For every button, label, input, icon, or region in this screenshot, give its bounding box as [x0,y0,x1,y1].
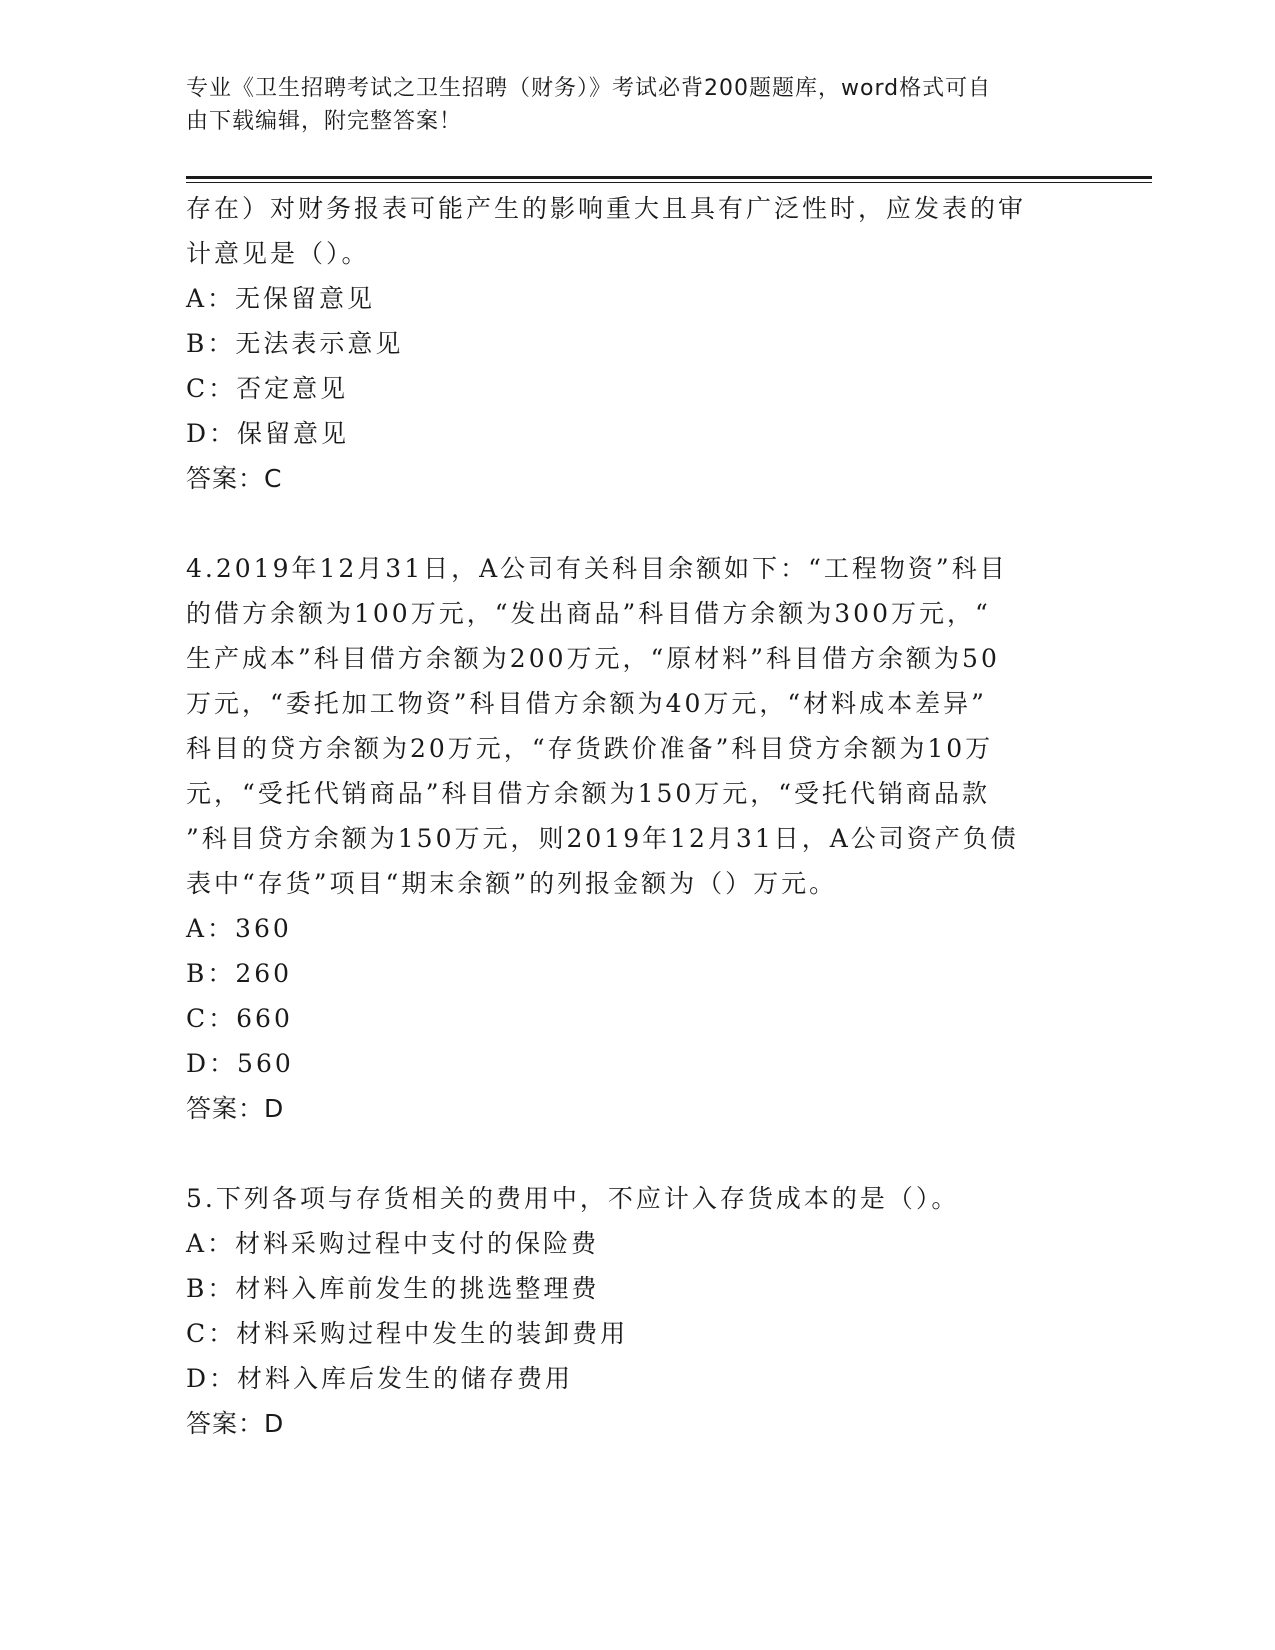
option-c: C：660 [186,1004,293,1033]
option-b: B：无法表示意见 [186,329,404,358]
question-stem-line: 计意见是（）。 [186,239,370,268]
header-divider-thick [186,176,1152,179]
option-a: A：无保留意见 [186,284,376,313]
question-stem-line: 存在）对财务报表可能产生的影响重大且具有广泛性时，应发表的审 [186,194,1027,223]
question-3 [186,186,1086,501]
option-c: C：否定意见 [186,374,349,403]
option-c: C：材料采购过程中发生的装卸费用 [186,1319,629,1348]
option-b: B：260 [186,959,293,988]
header-line-2: 由下载编辑，附完整答案！ [186,109,463,134]
question-4 [186,546,1086,1131]
option-d: D：560 [186,1049,294,1078]
option-d: D：保留意见 [186,419,350,448]
option-a: A：360 [186,914,292,943]
question-stem-line: 元，“受托代销商品”科目借方余额为150万元，“受托代销商品款 [186,779,991,808]
option-b: B：材料入库前发生的挑选整理费 [186,1274,600,1303]
question-list [186,186,1086,1446]
question-stem-line: 生产成本”科目借方余额为200万元，“原材料”科目借方余额为50 [186,644,1000,673]
question-5 [186,1176,1086,1446]
answer-label: 答案：D [186,1409,285,1438]
question-stem-line: ”科目贷方余额为150万元，则2019年12月31日，A公司资产负债 [186,824,1019,853]
question-stem-line: 4.2019年12月31日，A公司有关科目余额如下：“工程物资”科目 [186,554,1008,583]
header-divider-thin [186,182,1152,183]
option-d: D：材料入库后发生的储存费用 [186,1364,574,1393]
question-stem-line: 的借方余额为100万元，“发出商品”科目借方余额为300万元，“ [186,599,991,628]
answer-label: 答案：C [186,464,283,493]
question-stem-line: 科目的贷方余额为20万元，“存货跌价准备”科目贷方余额为10万 [186,734,994,763]
question-stem-line: 表中“存货”项目“期末余额”的列报金额为（）万元。 [186,869,838,898]
header-line-1: 专业《卫生招聘考试之卫生招聘（财务）》考试必背200题题库，word格式可自 [186,76,992,101]
question-stem-line: 5.下列各项与存货相关的费用中，不应计入存货成本的是（）。 [186,1184,960,1213]
spacer [186,501,1086,546]
answer-label: 答案：D [186,1094,285,1123]
document-header [186,72,1066,138]
spacer [186,1131,1086,1176]
question-stem-line: 万元，“委托加工物资”科目借方余额为40万元，“材料成本差异” [186,689,987,718]
option-a: A：材料采购过程中支付的保险费 [186,1229,600,1258]
